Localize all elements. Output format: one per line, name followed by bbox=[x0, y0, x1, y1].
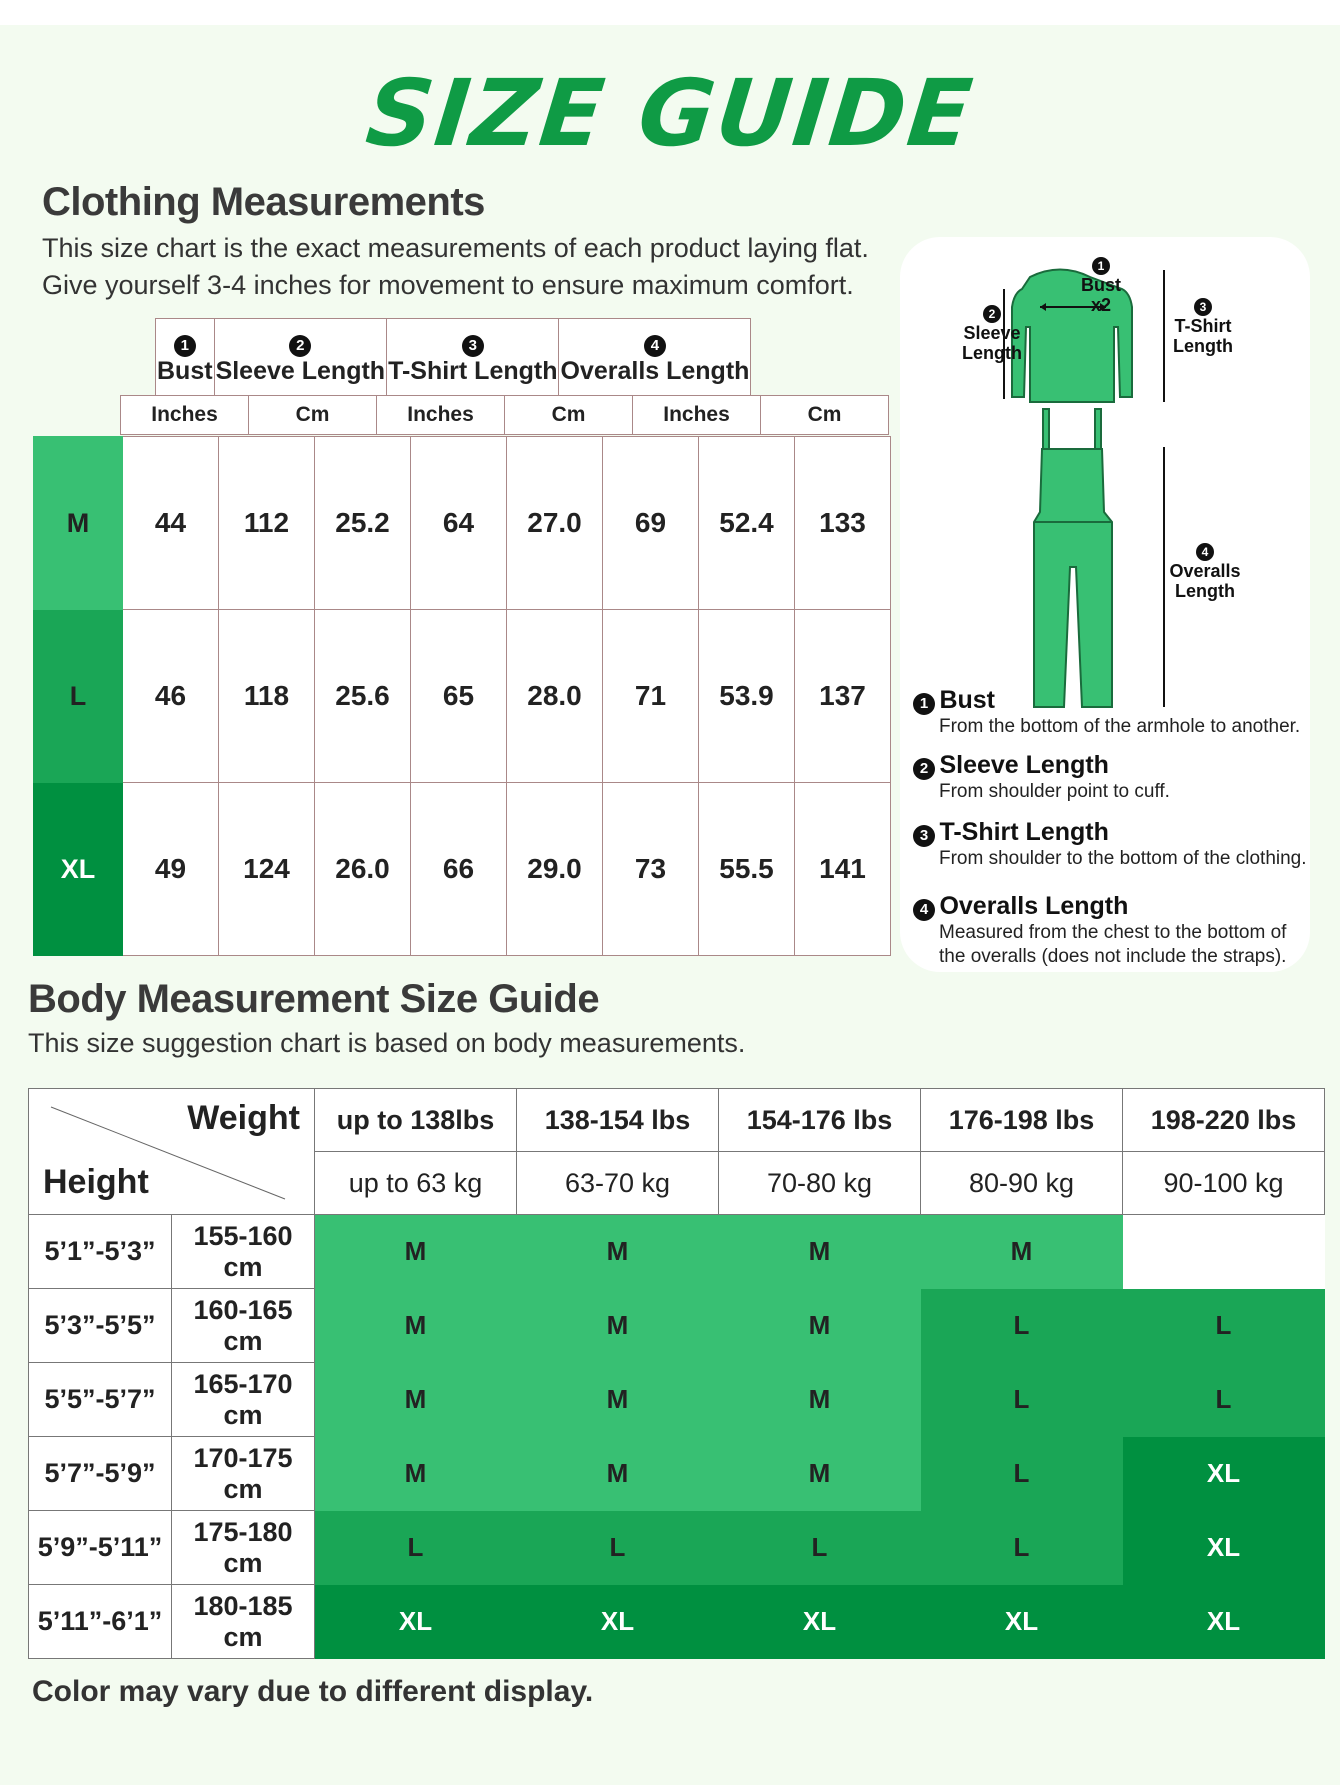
value-cell: 71 bbox=[603, 610, 699, 783]
legend-tshirt bbox=[913, 818, 1313, 871]
number-2-icon: 2 bbox=[913, 758, 935, 780]
legend-desc: From the bottom of the armhole to another. bbox=[939, 716, 1301, 737]
overalls-label: Overalls Length bbox=[1169, 561, 1241, 601]
legend-overalls bbox=[913, 892, 1313, 969]
size-cell: XL bbox=[1123, 1511, 1325, 1585]
value-cell: 25.6 bbox=[315, 610, 411, 783]
page-title: SIZE GUIDE bbox=[361, 60, 979, 167]
size-cell: L bbox=[517, 1511, 719, 1585]
weight-kg-header: 70-80 kg bbox=[719, 1152, 921, 1215]
weight-kg-header: 63-70 kg bbox=[517, 1152, 719, 1215]
weight-lbs-header: 176-198 lbs bbox=[921, 1089, 1123, 1152]
weight-lbs-header: 198-220 lbs bbox=[1123, 1089, 1325, 1152]
clothing-size-rows bbox=[33, 436, 891, 956]
col-header-label: T-Shirt Length bbox=[388, 357, 558, 385]
number-4-icon: 4 bbox=[1196, 543, 1214, 561]
height-ft-cell: 5’7”-5’9” bbox=[29, 1437, 172, 1511]
units-row bbox=[120, 395, 889, 435]
weight-lbs-header: 138-154 lbs bbox=[517, 1089, 719, 1152]
table-row bbox=[29, 1437, 1325, 1511]
table-row bbox=[29, 1215, 1325, 1289]
diagram-label-overalls bbox=[1165, 540, 1245, 601]
table-row bbox=[29, 1585, 1325, 1659]
value-cell: 65 bbox=[411, 610, 507, 783]
legend-title: Sleeve Length bbox=[939, 751, 1109, 779]
size-cell: M bbox=[517, 1289, 719, 1363]
col-header-overalls bbox=[559, 319, 751, 396]
number-1-icon: 1 bbox=[1092, 257, 1110, 275]
bust-label: Bust bbox=[1081, 275, 1121, 295]
size-cell: M bbox=[315, 1215, 517, 1289]
clothing-desc-2: Give yourself 3-4 inches for movement to ensure maximum comfort. bbox=[42, 270, 854, 300]
size-cell: L bbox=[921, 1511, 1123, 1585]
height-cm-cell: 165-170 cm bbox=[172, 1363, 315, 1437]
value-cell: 118 bbox=[219, 610, 315, 783]
size-cell: M bbox=[315, 1437, 517, 1511]
weight-lbs-header: up to 138lbs bbox=[315, 1089, 517, 1152]
height-ft-cell: 5’11”-6’1” bbox=[29, 1585, 172, 1659]
body-subtitle: This size suggestion chart is based on body measurements. bbox=[28, 1028, 746, 1058]
legend-desc: Measured from the chest to the bottom of the overalls (does not include the straps). bbox=[939, 922, 1287, 967]
legend-bust bbox=[913, 686, 1313, 739]
value-cell: 53.9 bbox=[699, 610, 795, 783]
size-cell: L bbox=[315, 1511, 517, 1585]
number-3-icon: 3 bbox=[1194, 298, 1212, 316]
value-cell: 28.0 bbox=[507, 610, 603, 783]
size-cell: XL bbox=[719, 1585, 921, 1659]
value-cell: 25.2 bbox=[315, 437, 411, 610]
height-ft-cell: 5’9”-5’11” bbox=[29, 1511, 172, 1585]
size-cell: M bbox=[517, 1437, 719, 1511]
size-cell: M bbox=[517, 1363, 719, 1437]
size-cell: L bbox=[1123, 1363, 1325, 1437]
weight-kg-header: 80-90 kg bbox=[921, 1152, 1123, 1215]
size-cell: M bbox=[315, 1289, 517, 1363]
value-cell: 69 bbox=[603, 437, 699, 610]
number-4-icon: 4 bbox=[913, 899, 935, 921]
value-cell: 133 bbox=[795, 437, 891, 610]
size-cell: M bbox=[719, 1289, 921, 1363]
size-label-xl: XL bbox=[34, 783, 123, 956]
col-header-label: Overalls Length bbox=[560, 357, 750, 385]
table-row bbox=[29, 1511, 1325, 1585]
value-cell: 124 bbox=[219, 783, 315, 956]
size-cell: L bbox=[921, 1289, 1123, 1363]
value-cell: 44 bbox=[123, 437, 219, 610]
legend-title: Overalls Length bbox=[939, 892, 1129, 920]
value-cell: 29.0 bbox=[507, 783, 603, 956]
value-cell: 64 bbox=[411, 437, 507, 610]
bust-x2-label: x2 bbox=[1090, 295, 1112, 315]
value-cell: 55.5 bbox=[699, 783, 795, 956]
col-header-label: Sleeve Length bbox=[215, 357, 386, 385]
height-ft-cell: 5’3”-5’5” bbox=[29, 1289, 172, 1363]
size-label-m: M bbox=[34, 437, 123, 610]
unit-cell: Cm bbox=[505, 396, 633, 435]
legend-desc: From shoulder point to cuff. bbox=[939, 781, 1170, 802]
unit-cell: Cm bbox=[249, 396, 377, 435]
weight-height-header bbox=[29, 1089, 315, 1215]
legend-desc: From shoulder to the bottom of the clothing. bbox=[939, 848, 1307, 869]
table-row bbox=[34, 783, 891, 956]
size-cell bbox=[1123, 1215, 1325, 1289]
value-cell: 52.4 bbox=[699, 437, 795, 610]
weight-label: Weight bbox=[187, 1099, 300, 1137]
number-1-icon: 1 bbox=[913, 693, 935, 715]
value-cell: 112 bbox=[219, 437, 315, 610]
unit-cell: Cm bbox=[761, 396, 889, 435]
col-header-sleeve bbox=[214, 319, 387, 396]
value-cell: 73 bbox=[603, 783, 699, 956]
clothing-measurements-table bbox=[120, 318, 751, 396]
tshirt-label: T-Shirt Length bbox=[1173, 316, 1233, 356]
size-cell: XL bbox=[1123, 1585, 1325, 1659]
unit-cell: Inches bbox=[121, 396, 249, 435]
size-cell: M bbox=[719, 1363, 921, 1437]
corner-cell bbox=[120, 319, 156, 396]
size-cell: M bbox=[315, 1363, 517, 1437]
legend-title: T-Shirt Length bbox=[939, 818, 1109, 846]
footer-note: Color may vary due to different display. bbox=[32, 1675, 594, 1708]
table-row bbox=[29, 1289, 1325, 1363]
body-heading: Body Measurement Size Guide bbox=[28, 977, 600, 1021]
size-cell: M bbox=[517, 1215, 719, 1289]
weight-kg-header: 90-100 kg bbox=[1123, 1152, 1325, 1215]
weight-lbs-header: 154-176 lbs bbox=[719, 1089, 921, 1152]
diagram-label-sleeve bbox=[952, 302, 1032, 363]
table-row bbox=[29, 1363, 1325, 1437]
size-cell: L bbox=[921, 1363, 1123, 1437]
height-label: Height bbox=[43, 1163, 149, 1201]
height-ft-cell: 5’5”-5’7” bbox=[29, 1363, 172, 1437]
number-1-icon: 1 bbox=[174, 335, 196, 357]
unit-cell: Inches bbox=[633, 396, 761, 435]
height-cm-cell: 175-180 cm bbox=[172, 1511, 315, 1585]
height-cm-cell: 155-160 cm bbox=[172, 1215, 315, 1289]
size-cell: L bbox=[921, 1437, 1123, 1511]
height-ft-cell: 5’1”-5’3” bbox=[29, 1215, 172, 1289]
height-cm-cell: 170-175 cm bbox=[172, 1437, 315, 1511]
height-cm-cell: 180-185 cm bbox=[172, 1585, 315, 1659]
col-header-tshirt bbox=[387, 319, 559, 396]
number-4-icon: 4 bbox=[644, 335, 666, 357]
size-cell: L bbox=[1123, 1289, 1325, 1363]
number-2-icon: 2 bbox=[983, 305, 1001, 323]
sleeve-label: Sleeve Length bbox=[962, 323, 1022, 363]
value-cell: 27.0 bbox=[507, 437, 603, 610]
col-header-bust bbox=[156, 319, 215, 396]
size-cell: L bbox=[719, 1511, 921, 1585]
value-cell: 137 bbox=[795, 610, 891, 783]
number-3-icon: 3 bbox=[462, 335, 484, 357]
size-cell: M bbox=[719, 1437, 921, 1511]
col-header-label: Bust bbox=[157, 357, 213, 385]
clothing-desc-1: This size chart is the exact measurements of each product laying flat. bbox=[42, 233, 869, 263]
legend-title: Bust bbox=[939, 686, 996, 714]
number-3-icon: 3 bbox=[913, 825, 935, 847]
legend-sleeve bbox=[913, 751, 1313, 804]
size-cell: M bbox=[921, 1215, 1123, 1289]
body-size-table bbox=[28, 1088, 1325, 1659]
weight-kg-header: up to 63 kg bbox=[315, 1152, 517, 1215]
size-cell: XL bbox=[1123, 1437, 1325, 1511]
table-row bbox=[34, 610, 891, 783]
table-row bbox=[34, 437, 891, 610]
diagram-label-bust bbox=[1079, 254, 1123, 315]
overalls-icon bbox=[1034, 409, 1112, 707]
size-label-l: L bbox=[34, 610, 123, 783]
size-cell: XL bbox=[517, 1585, 719, 1659]
number-2-icon: 2 bbox=[289, 335, 311, 357]
value-cell: 26.0 bbox=[315, 783, 411, 956]
value-cell: 141 bbox=[795, 783, 891, 956]
value-cell: 66 bbox=[411, 783, 507, 956]
height-cm-cell: 160-165 cm bbox=[172, 1289, 315, 1363]
diagram-label-tshirt bbox=[1165, 295, 1241, 356]
value-cell: 49 bbox=[123, 783, 219, 956]
size-cell: M bbox=[719, 1215, 921, 1289]
size-cell: XL bbox=[315, 1585, 517, 1659]
value-cell: 46 bbox=[123, 610, 219, 783]
size-cell: XL bbox=[921, 1585, 1123, 1659]
unit-cell: Inches bbox=[377, 396, 505, 435]
clothing-heading: Clothing Measurements bbox=[42, 180, 485, 224]
